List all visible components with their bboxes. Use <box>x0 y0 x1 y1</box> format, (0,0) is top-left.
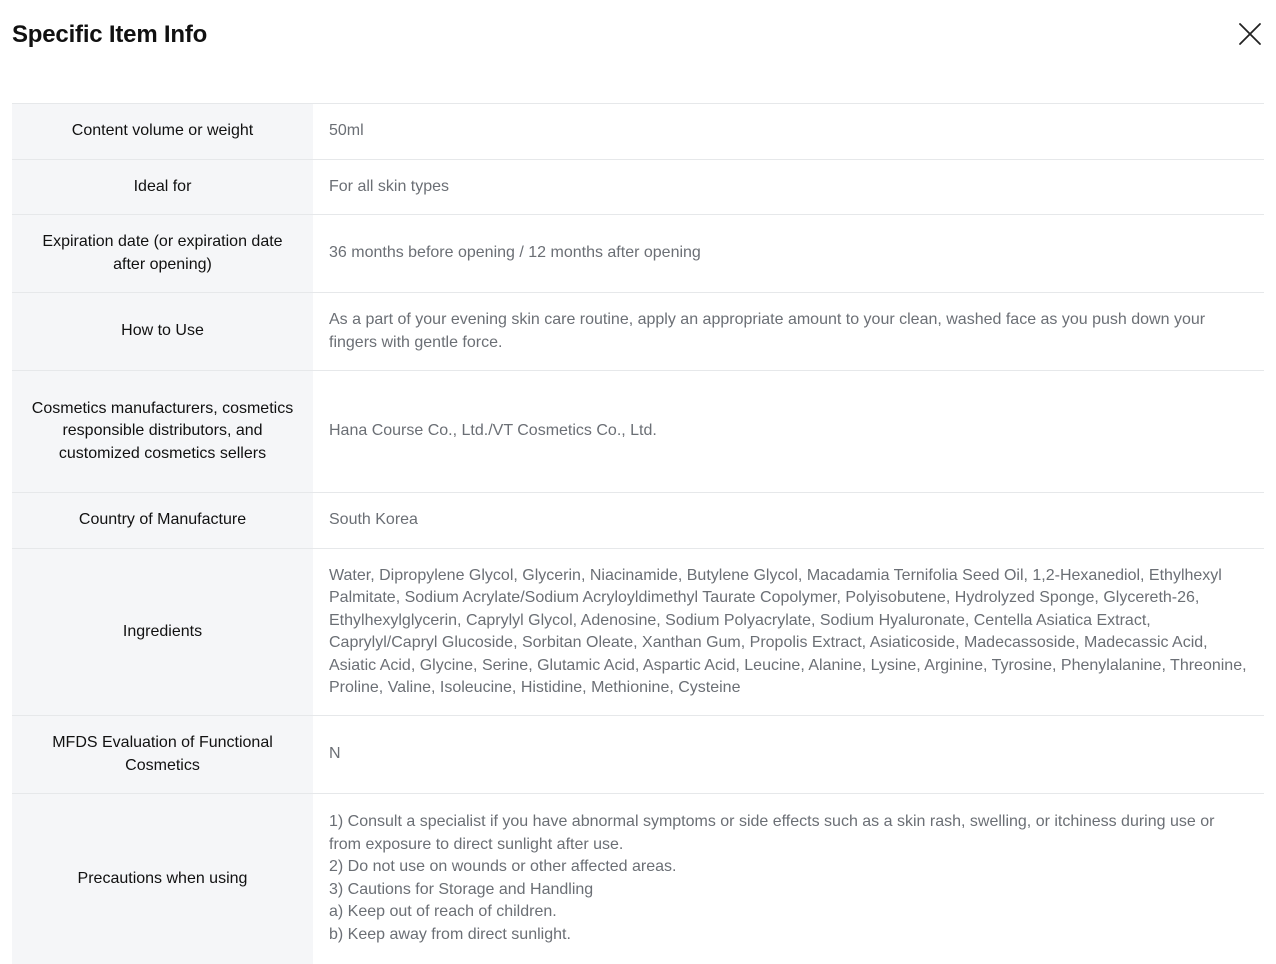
close-icon <box>1236 20 1264 48</box>
row-label: Precautions when using <box>12 794 313 964</box>
row-label: Content volume or weight <box>12 104 313 160</box>
row-label: Ideal for <box>12 160 313 215</box>
row-label: Country of Manufacture <box>12 493 313 549</box>
table-row <box>12 794 1264 964</box>
row-value: 36 months before opening / 12 months after opening <box>329 244 701 262</box>
item-info-table <box>12 103 1264 964</box>
table-row <box>12 104 1264 160</box>
modal-title: Specific Item Info <box>12 21 208 48</box>
close-button[interactable] <box>1236 20 1264 48</box>
row-label: MFDS Evaluation of Functional Cosmetics <box>12 716 313 794</box>
row-value: Hana Course Co., Ltd./VT Cosmetics Co., Ltd. <box>329 422 657 440</box>
row-value: N <box>329 745 341 763</box>
row-value: South Korea <box>329 511 418 529</box>
table-row <box>12 160 1264 215</box>
row-label: Cosmetics manufacturers, cosmetics responsible distributors, and customized cosmetics sellers <box>12 371 313 493</box>
table-row <box>12 549 1264 716</box>
table-row <box>12 371 1264 493</box>
table-row <box>12 716 1264 794</box>
row-label: Expiration date (or expiration date after opening) <box>12 215 313 293</box>
table-row <box>12 215 1264 293</box>
row-value: For all skin types <box>329 177 450 195</box>
row-label: Ingredients <box>12 549 313 716</box>
table-row <box>12 293 1264 371</box>
row-value: As a part of your evening skin care routine, apply an appropriate amount to your clean, washed face as you push down your fingers with gentle force. <box>329 311 1206 351</box>
row-value: 50ml <box>329 122 364 140</box>
row-value: Water, Dipropylene Glycol, Glycerin, Niacinamide, Butylene Glycol, Macadamia Ternifolia Seed Oil, 1,2-Hexanediol, Ethylhexyl Palmitate, Sodium Acrylate/Sodium Acryloyldimethyl Taurate Copolymer, Polyisobutene, Hydrolyzed Sponge, Glycereth-26, Ethylhexylglycerin, Caprylyl Glycol, Adenosine, Sodium Polyacrylate, Sodium Hyaluronate, Centella Asiatica Extract, Caprylyl/Capryl Glucoside, Sorbitan Oleate, Xanthan Gum, Propolis Extract, Asiaticoside, Madecassoside, Madecassic Acid, Asiatic Acid, Glycine, Serine, Glutamic Acid, Aspartic Acid, Leucine, Alanine, Lysine, Arginine, Tyrosine, Phenylalanine, Threonine, Proline, Valine, Isoleucine, Histidine, Methionine, Cysteine <box>329 566 1247 696</box>
row-label: How to Use <box>12 293 313 371</box>
row-value: 1) Consult a specialist if you have abnormal symptoms or side effects such as a skin rash, swelling, or itchiness during use or from exposure to direct sunlight after use. 2) Do not use on wounds or other affected areas. 3) Cautions for Storage and Handling a) Keep out of reach of children. b) Keep away from direct sunlight. <box>329 813 1215 943</box>
table-row <box>12 493 1264 549</box>
modal-header <box>12 18 1264 54</box>
